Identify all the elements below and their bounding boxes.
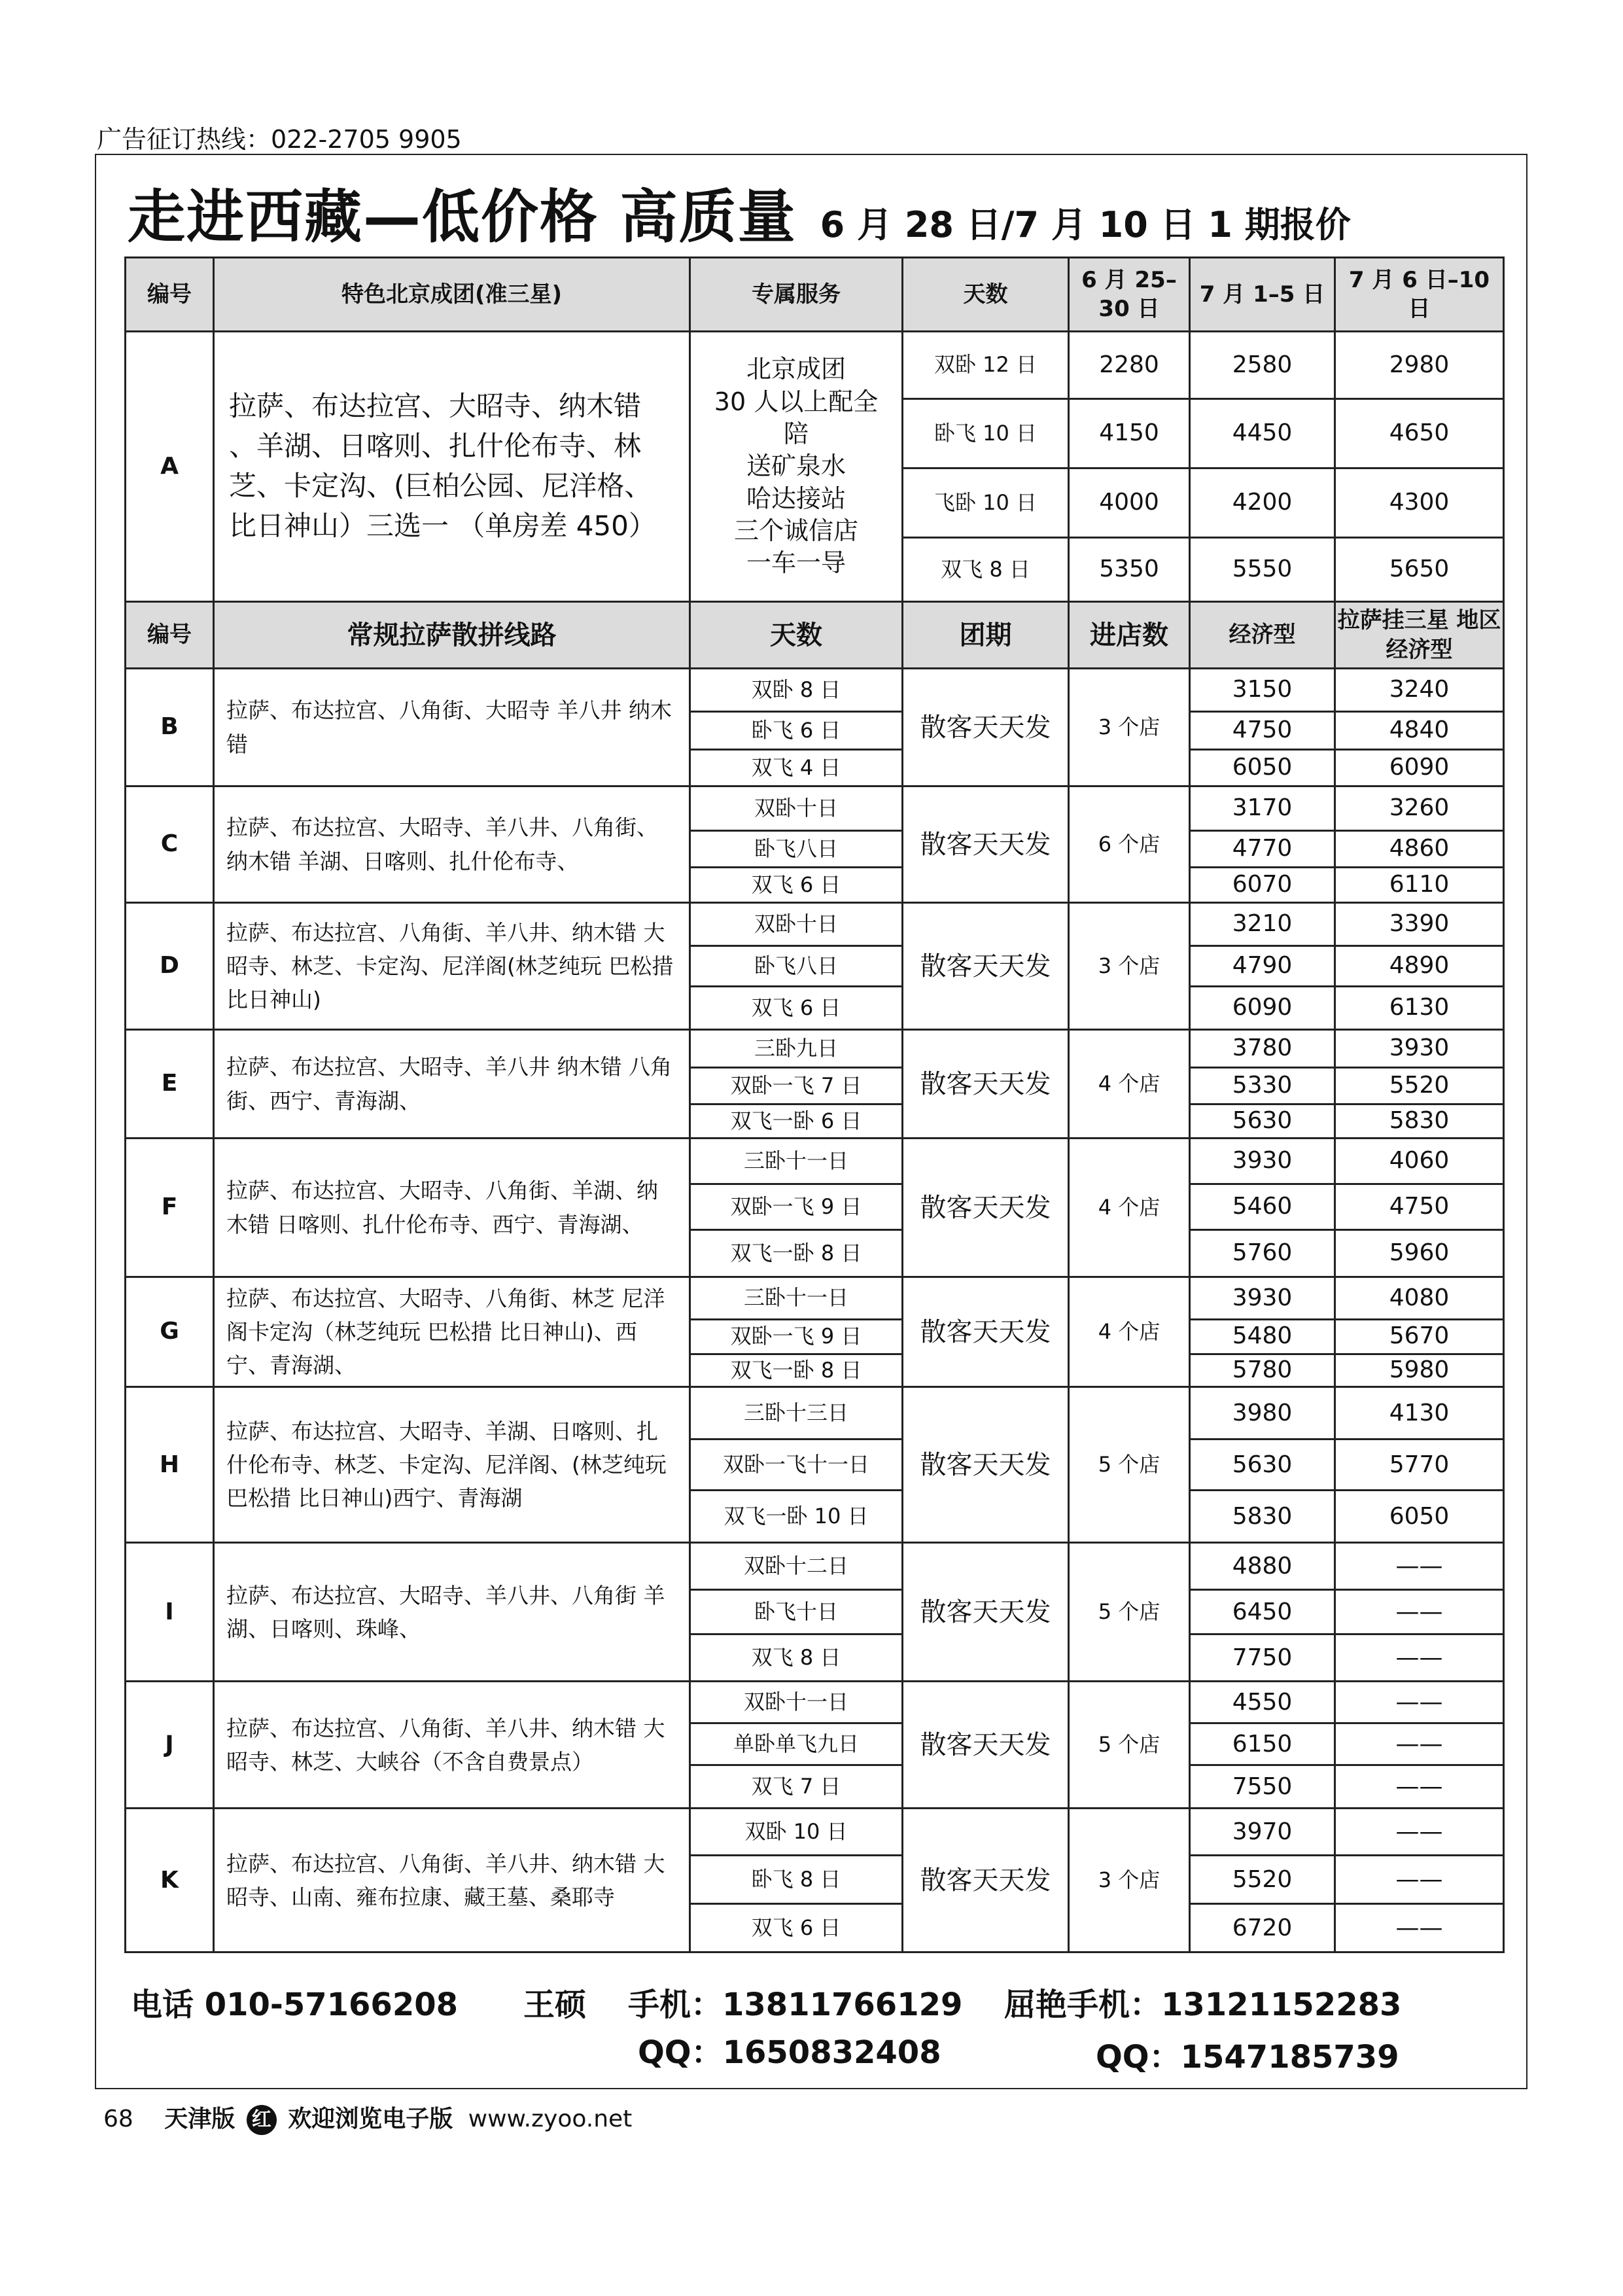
table-row: [126, 1682, 1504, 1723]
days-cell: 卧飞十日: [690, 1590, 903, 1634]
economy-price: 4880: [1190, 1543, 1335, 1590]
days-cell: 三卧十三日: [690, 1387, 903, 1439]
ad-hotline: 广告征订热线：022-2705 9905: [97, 125, 462, 154]
row-code: E: [126, 1030, 214, 1139]
lhasa-price: ——: [1335, 1856, 1504, 1904]
service-line: 送矿泉水: [746, 451, 846, 481]
welcome-text: 欢迎浏览电子版: [288, 2106, 453, 2132]
route-description: 拉萨、布达拉宫、八角街、大昭寺 羊八井 纳木错: [214, 669, 690, 786]
economy-price: 5830: [1190, 1491, 1335, 1543]
page-footer: [103, 2100, 632, 2135]
economy-price: 6720: [1190, 1904, 1335, 1952]
table-header-row: [126, 602, 1504, 669]
lhasa-price: 5960: [1335, 1230, 1504, 1277]
row-code: D: [126, 903, 214, 1030]
economy-price: 5780: [1190, 1354, 1335, 1387]
lhasa-price: ——: [1335, 1765, 1504, 1809]
lhasa-price: ——: [1335, 1904, 1504, 1952]
days-cell: 双卧十一日: [690, 1682, 903, 1723]
table-row: [126, 786, 1504, 831]
site-url[interactable]: www.zyoo.net: [468, 2106, 633, 2132]
economy-price: 6090: [1190, 987, 1335, 1030]
route-description: 拉萨、布达拉宫、大昭寺、羊湖、日喀则、扎什伦布寺、林芝、卡定沟、尼洋阁、(林芝纯玩 巴松措 比日神山)西宁、青海湖: [214, 1387, 690, 1543]
lhasa-price: 4060: [1335, 1139, 1504, 1184]
days-cell: 双飞 6 日: [690, 987, 903, 1030]
lhasa-price: 5520: [1335, 1068, 1504, 1104]
days-cell: 双卧一飞 9 日: [690, 1319, 903, 1354]
header-route: 常规拉萨散拼线路: [214, 602, 690, 669]
days-cell: 三卧十一日: [690, 1139, 903, 1184]
route-description: 拉萨、布达拉宫、大昭寺、羊八井 纳木错 八角街、西宁、青海湖、: [214, 1030, 690, 1139]
lhasa-price: ——: [1335, 1723, 1504, 1765]
table-row: [126, 332, 1504, 399]
contact-qq-2: QQ：1547185739: [1096, 2039, 1399, 2075]
title-main: 走进西藏—低价格 高质量: [128, 183, 797, 251]
header-shops: 进店数: [1069, 602, 1190, 669]
schedule-cell: 散客天天发: [903, 786, 1069, 903]
days-cell: 双卧十二日: [690, 1543, 903, 1590]
price-cell: 4450: [1190, 399, 1335, 468]
economy-price: 5630: [1190, 1104, 1335, 1139]
header-schedule: 团期: [903, 602, 1069, 669]
route-description: 拉萨、布达拉宫、大昭寺、纳木错 、羊湖、日喀则、扎什伦布寺、林芝、卡定沟、(巨柏公园、尼洋格、比日神山）三选一 （单房差 450）: [214, 332, 690, 602]
economy-price: 5760: [1190, 1230, 1335, 1277]
lhasa-price: 6110: [1335, 868, 1504, 903]
lhasa-price: 4840: [1335, 712, 1504, 750]
price-cell: 4300: [1335, 468, 1504, 538]
economy-price: 4770: [1190, 831, 1335, 868]
price-cell: 5650: [1335, 538, 1504, 602]
price-cell: 2580: [1190, 332, 1335, 399]
table-row: [126, 1543, 1504, 1590]
header-period-1: 6 月 25–30 日: [1069, 258, 1190, 332]
shops-cell: 3 个店: [1069, 669, 1190, 786]
route-description: 拉萨、布达拉宫、大昭寺、八角街、羊湖、纳木错 日喀则、扎什伦布寺、西宁、青海湖、: [214, 1139, 690, 1277]
economy-price: 5630: [1190, 1439, 1335, 1491]
route-description: 拉萨、布达拉宫、大昭寺、羊八井、八角街 羊湖、日喀则、珠峰、: [214, 1543, 690, 1682]
service-line: 30 人以上配全: [714, 387, 879, 416]
lhasa-price: 4860: [1335, 831, 1504, 868]
days-cell: 双卧 12 日: [903, 332, 1069, 399]
service-line: 三个诚信店: [733, 516, 858, 546]
economy-price: 3930: [1190, 1277, 1335, 1320]
price-cell: 4000: [1069, 468, 1190, 538]
route-description: 拉萨、布达拉宫、大昭寺、八角街、林芝 尼洋阁卡定沟（林芝纯玩 巴松措 比日神山)、西宁、青海湖、: [214, 1277, 690, 1387]
days-cell: 双卧一飞十一日: [690, 1439, 903, 1491]
schedule-cell: 散客天天发: [903, 1387, 1069, 1543]
header-period-3: 7 月 6 日–10 日: [1335, 258, 1504, 332]
shops-cell: 3 个店: [1069, 903, 1190, 1030]
price-cell: 2980: [1335, 332, 1504, 399]
row-code: A: [126, 332, 214, 602]
row-code: H: [126, 1387, 214, 1543]
economy-price: 6050: [1190, 750, 1335, 786]
days-cell: 双卧十日: [690, 903, 903, 946]
schedule-cell: 散客天天发: [903, 1682, 1069, 1809]
days-cell: 卧飞 8 日: [690, 1856, 903, 1904]
days-cell: 双飞一卧 6 日: [690, 1104, 903, 1139]
shops-cell: 4 个店: [1069, 1030, 1190, 1139]
shops-cell: 5 个店: [1069, 1682, 1190, 1809]
economy-price: 3980: [1190, 1387, 1335, 1439]
economy-price: 5460: [1190, 1184, 1335, 1230]
schedule-cell: 散客天天发: [903, 1139, 1069, 1277]
contact-qq-1: QQ：1650832408: [638, 2034, 941, 2071]
days-cell: 双飞一卧 8 日: [690, 1354, 903, 1387]
shops-cell: 5 个店: [1069, 1543, 1190, 1682]
economy-price: 5520: [1190, 1856, 1335, 1904]
row-code: C: [126, 786, 214, 903]
header-days: 天数: [903, 258, 1069, 332]
price-cell: 2280: [1069, 332, 1190, 399]
shops-cell: 3 个店: [1069, 1809, 1190, 1952]
service-line: 陪: [783, 419, 809, 448]
row-code: F: [126, 1139, 214, 1277]
page-number: 68: [103, 2106, 133, 2132]
days-cell: 卧飞八日: [690, 831, 903, 868]
lhasa-price: 5770: [1335, 1439, 1504, 1491]
lhasa-price: 3390: [1335, 903, 1504, 946]
schedule-cell: 散客天天发: [903, 1030, 1069, 1139]
lhasa-price: 6090: [1335, 750, 1504, 786]
lhasa-price: 3930: [1335, 1030, 1504, 1068]
service-line: 哈达接站: [746, 484, 846, 513]
days-cell: 双卧十日: [690, 786, 903, 831]
lhasa-price: 6130: [1335, 987, 1504, 1030]
row-code: I: [126, 1543, 214, 1682]
row-code: G: [126, 1277, 214, 1387]
lhasa-price: 5980: [1335, 1354, 1504, 1387]
lhasa-price: 3240: [1335, 669, 1504, 712]
schedule-cell: 散客天天发: [903, 903, 1069, 1030]
service-list: [690, 332, 903, 602]
days-cell: 三卧十一日: [690, 1277, 903, 1320]
lhasa-price: 6050: [1335, 1491, 1504, 1543]
economy-price: 3780: [1190, 1030, 1335, 1068]
route-description: 拉萨、布达拉宫、大昭寺、羊八井、八角街、纳木错 羊湖、日喀则、扎什伦布寺、: [214, 786, 690, 903]
lhasa-price: 5830: [1335, 1104, 1504, 1139]
contact-mobile-1: 手机：13811766129: [628, 1987, 963, 2023]
table-row: [126, 669, 1504, 712]
price-cell: 4200: [1190, 468, 1335, 538]
lhasa-price: ——: [1335, 1682, 1504, 1723]
price-cell: 4150: [1069, 399, 1190, 468]
economy-price: 3930: [1190, 1139, 1335, 1184]
economy-price: 5330: [1190, 1068, 1335, 1104]
contact-mobile-2: 屈艳手机：13121152283: [1004, 1987, 1402, 2023]
header-code: 编号: [126, 258, 214, 332]
days-cell: 双卧 10 日: [690, 1809, 903, 1856]
days-cell: 双飞 6 日: [690, 868, 903, 903]
days-cell: 双飞一卧 8 日: [690, 1230, 903, 1277]
lhasa-price: 4080: [1335, 1277, 1504, 1320]
title-sub: 6 月 28 日/7 月 10 日 1 期报价: [820, 204, 1351, 245]
days-cell: 飞卧 10 日: [903, 468, 1069, 538]
red-badge-icon: 红: [247, 2105, 277, 2135]
economy-price: 3210: [1190, 903, 1335, 946]
page-title: [128, 171, 1351, 254]
row-code: B: [126, 669, 214, 786]
price-cell: 5550: [1190, 538, 1335, 602]
days-cell: 双卧一飞 9 日: [690, 1184, 903, 1230]
price-cell: 4650: [1335, 399, 1504, 468]
route-description: 拉萨、布达拉宫、八角街、羊八井、纳木错 大昭寺、林芝、大峡谷（不含自费景点）: [214, 1682, 690, 1809]
edition-label: 天津版: [164, 2106, 236, 2132]
days-cell: 双飞 8 日: [690, 1634, 903, 1682]
days-cell: 双飞 8 日: [903, 538, 1069, 602]
route-description: 拉萨、布达拉宫、八角街、羊八井、纳木错 大昭寺、林芝、卡定沟、尼洋阁(林芝纯玩 巴松措 比日神山): [214, 903, 690, 1030]
shops-cell: 6 个店: [1069, 786, 1190, 903]
lhasa-price: 4130: [1335, 1387, 1504, 1439]
shops-cell: 4 个店: [1069, 1277, 1190, 1387]
featured-tour-table: [124, 256, 1505, 603]
lhasa-price: 5670: [1335, 1319, 1504, 1354]
economy-price: 7750: [1190, 1634, 1335, 1682]
table-row: [126, 903, 1504, 946]
row-code: K: [126, 1809, 214, 1952]
economy-price: 3150: [1190, 669, 1335, 712]
shops-cell: 4 个店: [1069, 1139, 1190, 1277]
days-cell: 单卧单飞九日: [690, 1723, 903, 1765]
days-cell: 卧飞 6 日: [690, 712, 903, 750]
economy-price: 4550: [1190, 1682, 1335, 1723]
schedule-cell: 散客天天发: [903, 1543, 1069, 1682]
days-cell: 卧飞 10 日: [903, 399, 1069, 468]
route-description: 拉萨、布达拉宫、八角街、羊八井、纳木错 大昭寺、山南、雍布拉康、藏王墓、桑耶寺: [214, 1809, 690, 1952]
days-cell: 三卧九日: [690, 1030, 903, 1068]
table-row: [126, 1387, 1504, 1439]
regular-tour-table: [124, 601, 1505, 1953]
economy-price: 6150: [1190, 1723, 1335, 1765]
header-lhasa: 拉萨挂三星 地区经济型: [1335, 602, 1504, 669]
contact-phone: 电话 010-57166208: [131, 1987, 459, 2023]
header-days: 天数: [690, 602, 903, 669]
days-cell: 双飞 7 日: [690, 1765, 903, 1809]
lhasa-price: 4890: [1335, 946, 1504, 987]
table-row: [126, 1139, 1504, 1184]
table-row: [126, 1277, 1504, 1320]
header-economy: 经济型: [1190, 602, 1335, 669]
lhasa-price: ——: [1335, 1543, 1504, 1590]
schedule-cell: 散客天天发: [903, 1277, 1069, 1387]
service-line: 一车一导: [746, 548, 846, 578]
lhasa-price: ——: [1335, 1809, 1504, 1856]
lhasa-price: 4750: [1335, 1184, 1504, 1230]
economy-price: 6070: [1190, 868, 1335, 903]
service-line: 北京成团: [746, 355, 846, 384]
lhasa-price: ——: [1335, 1634, 1504, 1682]
days-cell: 双飞 4 日: [690, 750, 903, 786]
shops-cell: 5 个店: [1069, 1387, 1190, 1543]
table-row: [126, 1030, 1504, 1068]
schedule-cell: 散客天天发: [903, 1809, 1069, 1952]
days-cell: 双卧一飞 7 日: [690, 1068, 903, 1104]
header-code: 编号: [126, 602, 214, 669]
economy-price: 4750: [1190, 712, 1335, 750]
days-cell: 卧飞八日: [690, 946, 903, 987]
row-code: J: [126, 1682, 214, 1809]
lhasa-price: 3260: [1335, 786, 1504, 831]
days-cell: 双飞一卧 10 日: [690, 1491, 903, 1543]
header-service: 专属服务: [690, 258, 903, 332]
header-period-2: 7 月 1–5 日: [1190, 258, 1335, 332]
price-cell: 5350: [1069, 538, 1190, 602]
table-header-row: [126, 258, 1504, 332]
economy-price: 5480: [1190, 1319, 1335, 1354]
schedule-cell: 散客天天发: [903, 669, 1069, 786]
economy-price: 4790: [1190, 946, 1335, 987]
days-cell: 双卧 8 日: [690, 669, 903, 712]
lhasa-price: ——: [1335, 1590, 1504, 1634]
days-cell: 双飞 6 日: [690, 1904, 903, 1952]
economy-price: 7550: [1190, 1765, 1335, 1809]
contact-name: 王硕: [523, 1987, 587, 2023]
table-row: [126, 1809, 1504, 1856]
economy-price: 3970: [1190, 1809, 1335, 1856]
economy-price: 3170: [1190, 786, 1335, 831]
header-route: 特色北京成团(准三星): [214, 258, 690, 332]
economy-price: 6450: [1190, 1590, 1335, 1634]
